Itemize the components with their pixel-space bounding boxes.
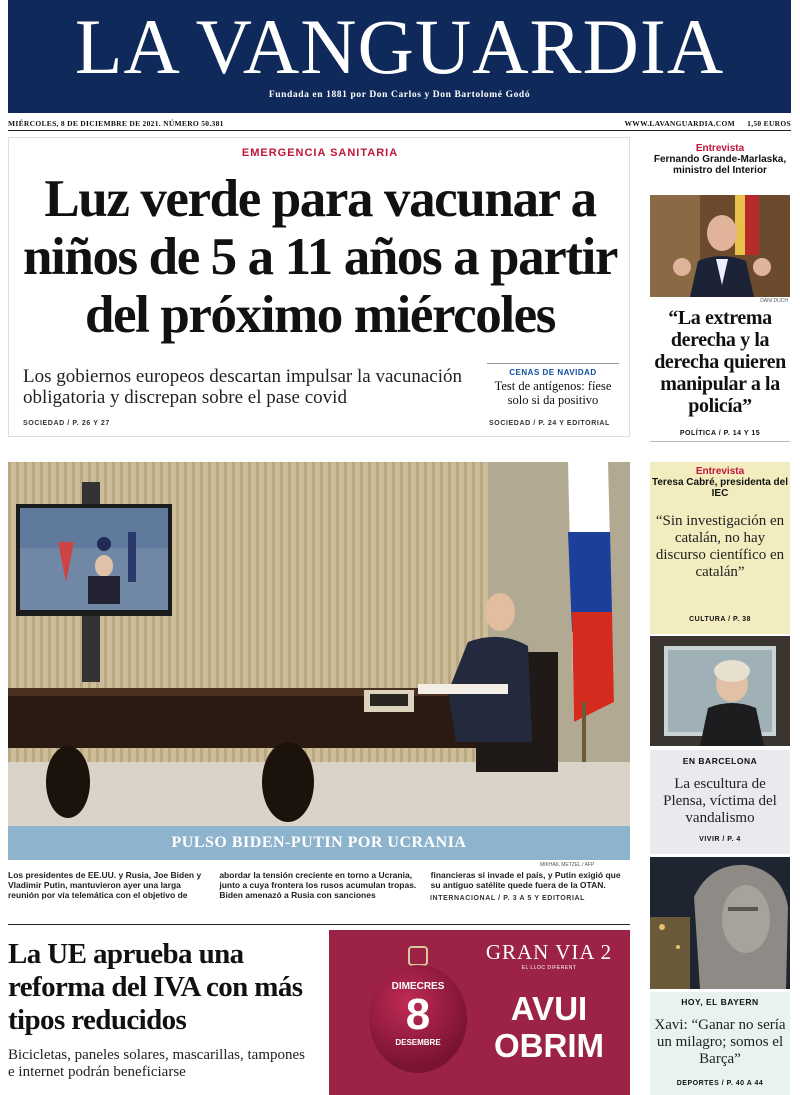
top-story-ref[interactable]: SOCIEDAD / P. 26 Y 27: [23, 420, 110, 427]
interview2-name: Teresa Cabré, presidenta del IEC: [652, 477, 788, 499]
bayern-text: Xavi: “Ganar no sería un milagro; somos el Barça”: [654, 1017, 786, 1067]
price: 1,50 EUROS: [747, 119, 791, 128]
barcelona-kicker: EN BARCELONA: [682, 756, 758, 766]
caption-col-3: financieras si invade el país, y Putin exigió que su antiguo satélite quede fuera de la OTAN.: [430, 870, 621, 890]
newspaper-logo[interactable]: LA VANGUARDIA: [74, 3, 725, 90]
biden-putin-photo: [8, 462, 630, 860]
bayern-kicker: HOY, EL BAYERN: [681, 997, 759, 1007]
masthead: [8, 0, 791, 113]
top-story-headline[interactable]: Luz verde para vacunar a niños de 5 a 11 años a partir del próximo miércoles: [22, 170, 618, 344]
barcelona-ref[interactable]: VIVIR / P. 4: [699, 836, 741, 843]
main-photo-credit: MIKHAIL METZEL / AFP: [540, 862, 595, 868]
main-photo[interactable]: [8, 462, 630, 860]
top-story-deck: Los gobiernos europeos descartan impulsar la vacunación obligatoria y discrepan sobre el pase covid: [23, 366, 462, 408]
minister-photo-image: [650, 195, 790, 297]
ad-brand-sub: EL LLOC DIFERENT: [521, 965, 577, 971]
divider: [8, 130, 791, 131]
caption-col-1: Los presidentes de EE.UU. y Rusia, Joe Biden y Vladimir Putin, mantuvieron ayer una larga reunión por vía telemática con el objetivo de: [8, 870, 202, 900]
bayern-ref[interactable]: DEPORTES / P. 40 A 44: [676, 1080, 764, 1087]
top-story-kicker: EMERGENCIA SANITARIA: [241, 147, 399, 159]
dateline-right: [615, 119, 792, 128]
interview2-kicker: Entrevista: [695, 466, 745, 477]
christmas-note-text: Test de antígenos: fíese solo si da positivo: [494, 379, 612, 407]
interview-interior-minister[interactable]: [650, 137, 790, 442]
ad-number: 8: [405, 990, 431, 1039]
interview2-quote: “Sin investigación en catalán, no hay discurso científico en catalán”: [655, 513, 785, 580]
sculpture-photo: [650, 857, 790, 989]
barcelona-text: La escultura de Plensa, víctima del vandalismo: [663, 776, 777, 826]
divider: [8, 924, 630, 925]
caption-col-2: abordar la tensión creciente en torno a Ucrania, junto a cuya frontera los rusos acumulan tropas. Biden amenazó a Rusia con sanciones: [219, 870, 417, 900]
bayern-item[interactable]: [650, 992, 790, 1095]
photo-credit: DANI DUCH: [760, 298, 788, 304]
interview-quote[interactable]: “La extrema derecha y la derecha quieren manipular a la policía”: [654, 307, 786, 417]
christmas-note[interactable]: [487, 363, 619, 407]
ad-day: DIMECRES: [391, 981, 445, 992]
sculpture-photo-image: [650, 857, 790, 989]
interview-name: Fernando Grande-Marlaska, ministro del Interior: [653, 154, 787, 176]
christmas-ornament: [369, 965, 467, 1073]
top-story[interactable]: [8, 137, 630, 437]
ad-cta: AVUI OBRIM: [494, 990, 604, 1064]
issue-date: MIÉRCOLES, 8 DE DICIEMBRE DE 2021. NÚMERO 50.381: [8, 119, 224, 128]
bottom-story-deck: Bicicletas, paneles solares, mascarillas, tampones e internet podrán beneficiarse: [8, 1047, 305, 1080]
cabre-photo-image: [650, 636, 790, 746]
website-link[interactable]: WWW.LAVANGUARDIA.COM: [624, 119, 735, 128]
ad-brand: GRAN VIA 2: [485, 940, 613, 964]
cabre-photo: [650, 636, 790, 746]
ad-month: DESEMBRE: [395, 1038, 441, 1047]
barcelona-item[interactable]: [650, 750, 790, 854]
interview-ref[interactable]: POLÍTICA / P. 14 Y 15: [679, 430, 761, 437]
dateline: [8, 119, 791, 128]
caption-ref[interactable]: INTERNACIONAL / P. 3 A 5 Y EDITORIAL: [430, 895, 586, 902]
bottom-story-headline[interactable]: La UE aprueba una reforma del IVA con más tipos reducidos: [8, 938, 303, 1036]
interview-kicker: Entrevista: [695, 143, 745, 154]
masthead-tagline: Fundada en 1881 por Don Carlos y Don Bartolomé Godó: [268, 90, 531, 100]
gran-via-ad[interactable]: [329, 930, 630, 1095]
christmas-note-kicker: CENAS DE NAVIDAD: [509, 368, 597, 377]
interview-iec-president[interactable]: [650, 462, 790, 634]
interview2-ref[interactable]: CULTURA / P. 38: [689, 616, 751, 623]
photo-banner[interactable]: PULSO BIDEN-PUTIN POR UCRANIA: [8, 826, 630, 860]
christmas-note-ref[interactable]: SOCIEDAD / P. 24 Y EDITORIAL: [489, 420, 610, 427]
ornament-cap-icon: [408, 946, 428, 966]
minister-photo: [650, 195, 790, 297]
